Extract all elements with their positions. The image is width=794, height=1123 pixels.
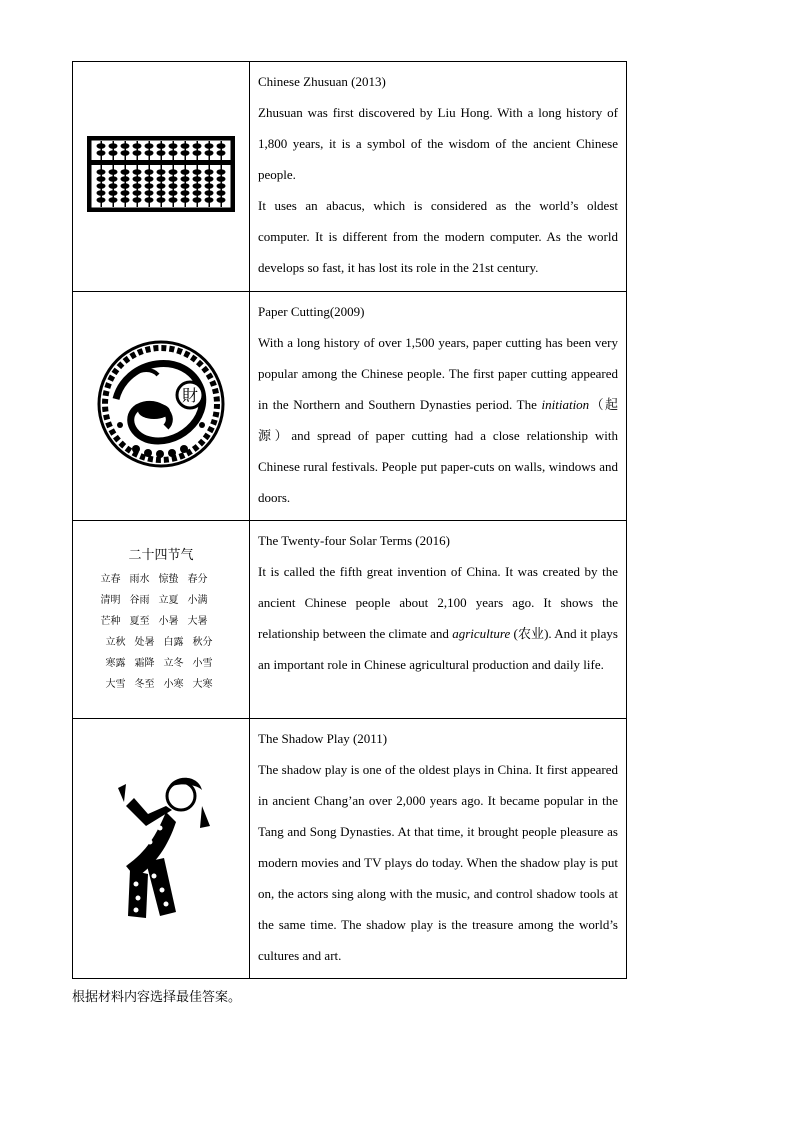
solar-term: 大雪 bbox=[105, 678, 126, 690]
image-cell bbox=[73, 292, 250, 521]
text-cell bbox=[250, 62, 627, 292]
solar-term: 霜降 bbox=[134, 657, 155, 669]
text-cell bbox=[250, 521, 627, 719]
solar-term: 夏至 bbox=[129, 615, 150, 627]
entry-title: The Twenty-four Solar Terms (2016) bbox=[258, 533, 450, 548]
entry-title: Paper Cutting(2009) bbox=[258, 304, 365, 319]
solar-term: 秋分 bbox=[192, 636, 213, 648]
solar-terms-row bbox=[101, 674, 222, 695]
paragraph-text: With a long history of over 1,500 years, paper cutting has been very popular among the Chinese people. The first paper cutting appeared in the Northern and Southern Dynasties period. The bbox=[258, 335, 618, 412]
solar-terms-row bbox=[101, 569, 222, 590]
image-cell bbox=[73, 62, 250, 292]
paper-cut-character: 財 bbox=[181, 385, 199, 405]
paragraph-text: It is called the fifth great invention of China. It was created by the ancient Chinese people about 2,100 years ago. It shows the relationship between the climate and bbox=[258, 564, 618, 641]
heritage-table bbox=[72, 61, 627, 979]
solar-term: 立秋 bbox=[105, 636, 126, 648]
solar-term: 小寒 bbox=[163, 678, 184, 690]
table-row bbox=[73, 292, 627, 521]
solar-term: 芒种 bbox=[100, 615, 121, 627]
solar-term: 立春 bbox=[100, 573, 121, 585]
solar-term: 小满 bbox=[187, 594, 208, 606]
solar-term: 雨水 bbox=[129, 573, 150, 585]
table-row bbox=[73, 719, 627, 979]
solar-term: 立冬 bbox=[163, 657, 184, 669]
shadow-play-figure-icon bbox=[106, 766, 216, 926]
solar-term: 大暑 bbox=[187, 615, 208, 627]
solar-term: 立夏 bbox=[158, 594, 179, 606]
entry-title: Chinese Zhusuan (2013) bbox=[258, 74, 386, 89]
entry-paragraph bbox=[258, 556, 618, 680]
entry-title: The Shadow Play (2011) bbox=[258, 731, 388, 746]
solar-term: 处暑 bbox=[134, 636, 155, 648]
solar-term: 白露 bbox=[163, 636, 184, 648]
solar-term: 冬至 bbox=[134, 678, 155, 690]
text-cell bbox=[250, 719, 627, 979]
solar-terms-row bbox=[101, 653, 222, 674]
entry-paragraph: It uses an abacus, which is considered as the world’s oldest computer. It is different from the modern computer. As the world develops so fast, it has lost its role in the 21st century. bbox=[258, 198, 618, 275]
solar-terms-row bbox=[101, 632, 222, 653]
solar-terms-chart bbox=[101, 545, 222, 695]
solar-terms-heading: 二十四节气 bbox=[128, 547, 194, 563]
image-cell bbox=[73, 719, 250, 979]
italic-term: initiation bbox=[541, 397, 590, 412]
solar-term: 小雪 bbox=[192, 657, 213, 669]
solar-term: 春分 bbox=[187, 573, 208, 585]
solar-term: 大寒 bbox=[192, 678, 213, 690]
text-cell bbox=[250, 292, 627, 521]
entry-paragraph: The shadow play is one of the oldest plays in China. It first appeared in ancient Chang’an over 2,000 years ago. It became popular in the Tang and Song Dynasties. At that time, it brought people pleasure as modern movies and TV plays do today. When the shadow play is put on, the actors sing along with the music, and control shadow tools at the same time. The shadow play is the treasure among the world’s cultures and art. bbox=[258, 762, 618, 963]
entry-paragraph: Zhusuan was first discovered by Liu Hong. With a long history of 1,800 years, it is a symbol of the wisdom of the ancient Chinese people. bbox=[258, 105, 618, 182]
italic-term: agriculture bbox=[452, 626, 511, 641]
solar-term: 谷雨 bbox=[129, 594, 150, 606]
solar-term: 寒露 bbox=[105, 657, 126, 669]
table-row bbox=[73, 521, 627, 719]
image-cell bbox=[73, 521, 250, 719]
paragraph-text: (农业). And it plays an important role in Chinese agricultural production and daily life. bbox=[258, 626, 618, 672]
solar-term: 清明 bbox=[100, 594, 121, 606]
table-row bbox=[73, 62, 627, 292]
solar-term: 小暑 bbox=[158, 615, 179, 627]
paragraph-text: （起源）and spread of paper cutting had a close relationship with Chinese rural festivals. People put paper-cuts on walls, windows and doors. bbox=[258, 397, 618, 505]
solar-terms-row bbox=[101, 611, 222, 632]
abacus-icon bbox=[87, 136, 235, 212]
entry-paragraph bbox=[258, 327, 618, 513]
solar-term: 惊蛰 bbox=[158, 573, 179, 585]
solar-terms-row bbox=[101, 590, 222, 611]
instruction-note: 根据材料内容选择最佳答案。 bbox=[72, 990, 242, 1005]
paper-cutting-dragon-icon bbox=[96, 339, 226, 469]
